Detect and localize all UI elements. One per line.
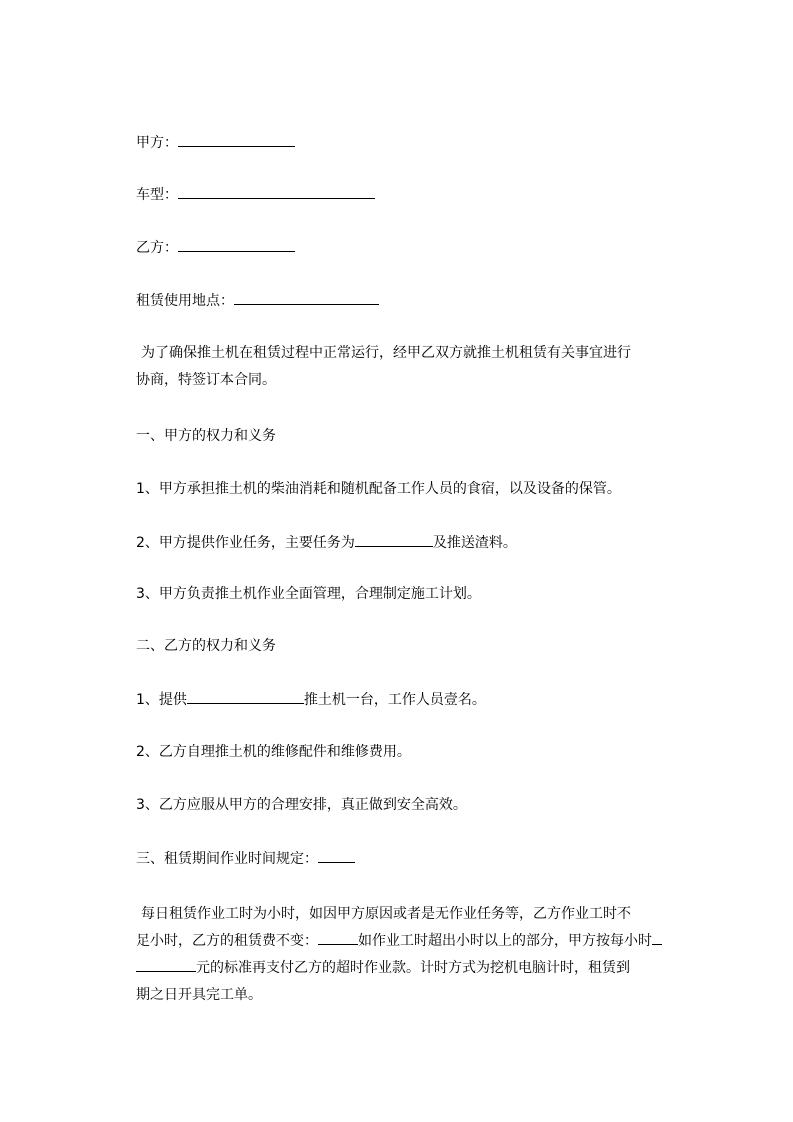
section-3-line-2 [136, 928, 700, 955]
location-label: 租赁使用地点： [136, 293, 234, 309]
section-2-item-1-pre: 1、提供 [136, 692, 187, 708]
model-blank[interactable] [178, 184, 375, 199]
hourly-rate-blank-b[interactable] [136, 957, 196, 972]
party-a-blank[interactable] [178, 132, 295, 147]
section-3-title-row [136, 848, 355, 869]
section-1-item-2-pre: 2、甲方提供作业任务，主要任务为 [136, 535, 355, 551]
section-1-item-1: 1、甲方承担推土机的柴油消耗和随机配备工作人员的食宿，以及设备的保管。 [136, 481, 621, 497]
hourly-rate-blank-a[interactable] [652, 930, 662, 945]
model-field [136, 184, 375, 205]
party-a-field [136, 132, 295, 153]
section-3-title: 三、租赁期间作业时间规定： [136, 851, 318, 867]
section-3-line-1: 每日租赁作业工时为小时，如因甲方原因或者是无作业任务等，乙方作业工时不 [141, 906, 631, 922]
location-blank[interactable] [234, 290, 379, 305]
section-3-line-2-a: 足小时，乙方的租赁费不变： [136, 933, 318, 949]
section-2-title: 二、乙方的权力和义务 [136, 638, 276, 654]
section-3-line-4: 期之日开具完工单。 [136, 987, 262, 1003]
intro-paragraph [136, 340, 700, 394]
location-field [136, 290, 379, 311]
party-b-field [136, 237, 295, 258]
intro-line-1: 为了确保推土机在租赁过程中正常运行，经甲乙双方就推土机租赁有关事宜进行 [141, 345, 631, 361]
party-b-blank[interactable] [178, 237, 295, 252]
section-1-item-2 [136, 532, 517, 553]
section-3-line-3 [136, 955, 700, 982]
section-2-item-1 [136, 689, 486, 710]
section-1-item-2-post: 及推送渣料。 [432, 535, 517, 551]
section-2-item-1-post: 推土机一台，工作人员壹名。 [303, 692, 486, 708]
section-1-title: 一、甲方的权力和义务 [136, 428, 276, 444]
main-task-blank[interactable] [355, 532, 433, 547]
rent-fee-blank[interactable] [318, 930, 358, 945]
party-b-label: 乙方： [136, 240, 178, 256]
section-3-line-2-b: 如作业工时超出小时以上的部分，甲方按每小时 [358, 933, 652, 949]
party-a-label: 甲方： [136, 135, 178, 151]
section-2-item-2: 2、乙方自理推土机的维修配件和维修费用。 [136, 744, 411, 760]
section-3-paragraph [136, 901, 700, 1009]
model-label: 车型： [136, 187, 178, 203]
work-time-blank[interactable] [318, 848, 355, 863]
bulldozer-model-blank[interactable] [187, 689, 304, 704]
section-1-item-3: 3、甲方负责推土机作业全面管理，合理制定施工计划。 [136, 586, 481, 602]
intro-line-2: 协商，特签订本合同。 [136, 372, 276, 388]
section-3-line-3-b: 元的标准再支付乙方的超时作业款。计时方式为挖机电脑计时，租赁到 [196, 960, 630, 976]
section-2-item-3: 3、乙方应服从甲方的合理安排，真正做到安全高效。 [136, 797, 467, 813]
